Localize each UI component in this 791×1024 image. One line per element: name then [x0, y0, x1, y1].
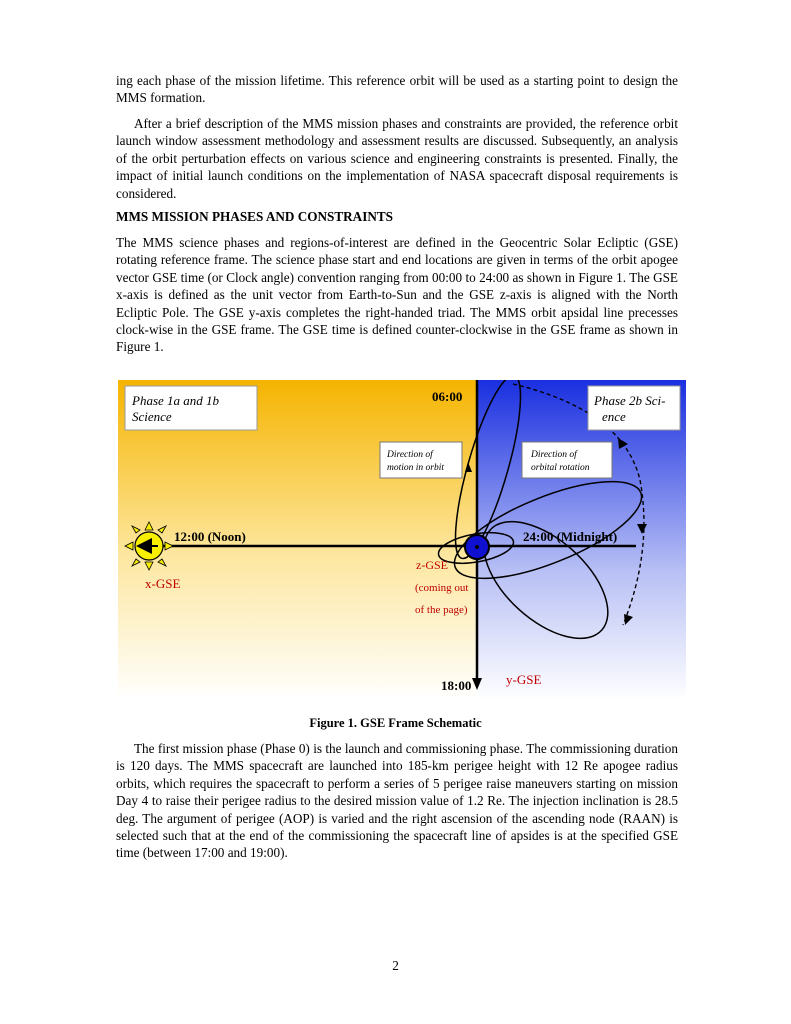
y-gse-label: y-GSE [506, 672, 542, 687]
label-1800: 18:00 [441, 678, 472, 693]
rotation-label-line2: orbital rotation [531, 463, 590, 473]
phase2-label-line2: ence [602, 409, 626, 424]
label-noon: 12:00 (Noon) [174, 529, 246, 544]
section-heading: MMS MISSION PHASES AND CONSTRAINTS [116, 209, 393, 224]
rotation-label-line1: Direction of [531, 450, 577, 460]
z-gse-label-line1: z-GSE [416, 558, 448, 572]
z-gse-label-line2: (coming out [415, 582, 469, 594]
paragraph-overview: After a brief description of the MMS mission phases and constraints are provided, the reference orbit launch window assessment methodology and assessment results are discussed. Subsequently, an analysis of the orbit perturbation effects on various science and engineering constraints is presented. Finally, the impact of initial launch conditions on the implementation of NASA spacecraft disposal requirements is considered. [116, 116, 678, 201]
x-gse-label: x-GSE [145, 576, 181, 591]
paragraph-phase0: The first mission phase (Phase 0) is the launch and commissioning phase. The commissioning duration is 120 days. The MMS spacecraft are launched into 185-km perigee height with 12 Re apogee radius orbits, which requires the spacecraft to perform a series of 5 perigee raise maneuvers starting on mission Day 4 to raise their perigee radius to the desired mission value of 1.2 Re. The injection inclination is 28.5 deg. The argument of perigee (AOP) is varied and the right ascension of the ascending node (RAAN) is selected such that at the end of the commissioning the spacecraft line of apsides is at the specified GSE time (between 17:00 and 19:00). [116, 741, 678, 861]
label-0600: 06:00 [432, 389, 463, 404]
label-midnight: 24:00 (Midnight) [523, 529, 618, 544]
z-gse-label-line3: of the page) [415, 604, 468, 616]
phase2-label-line1: Phase 2b Sci- [594, 393, 666, 408]
figure-caption: Figure 1. GSE Frame Schematic [309, 716, 482, 730]
gse-frame-figure [118, 380, 686, 700]
motion-label-line2: motion in orbit [387, 463, 445, 473]
gse-frame-schematic [118, 380, 686, 700]
paragraph-gse-frame: The MMS science phases and regions-of-interest are defined in the Geocentric Solar Ecliptic (GSE) rotating reference frame. The science phase start and end locations are given in terms of the orbit apogee vector GSE time (or Clock angle) convention ranging from 00:00 to 24:00 as shown in Figure 1. The GSE x-axis is defined as the unit vector from Earth-to-Sun and the GSE z-axis is aligned with the North Ecliptic Pole. The GSE y-axis completes the right-handed triad. The MMS orbit apsidal line precesses clock-wise in the GSE frame. The GSE time is defined counter-clockwise in the GSE frame as shown in Figure 1. [116, 235, 678, 355]
page-number: 2 [392, 958, 399, 973]
phase1-label-line1: Phase 1a and 1b [132, 393, 220, 408]
motion-label-line1: Direction of [387, 450, 433, 460]
phase1-label-line2: Science [132, 409, 172, 424]
paragraph-intro-continued: ing each phase of the mission lifetime. This reference orbit will be used as a starting point to design the MMS formation. [116, 73, 678, 106]
